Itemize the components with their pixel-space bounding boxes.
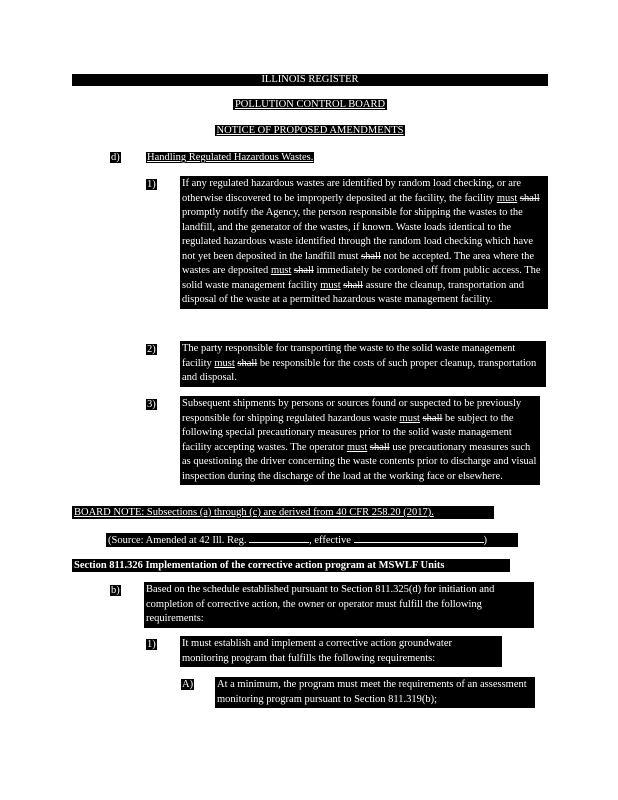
sub1-label: [146, 638, 157, 652]
notice-title: [72, 125, 548, 137]
subA-label: [181, 678, 194, 692]
register-title-text: ILLINOIS REGISTER: [261, 74, 359, 85]
item3-label: [146, 398, 157, 412]
item2-label: [146, 343, 157, 357]
section-d-label-text: d): [111, 152, 120, 163]
item1-delete-1: shall: [519, 192, 540, 204]
item1-text-5: assure the cleanup, transportation and disposal of the waste at a permitted hazardous waste management facility.: [182, 279, 525, 305]
board-note: [72, 506, 494, 519]
item2-text-1: The party responsible for transporting the waste to the solid waste management facility: [182, 343, 516, 369]
section-b-label-text: b): [111, 585, 120, 596]
subA-text: At a minimum, the program must meet the requirements of an assessment monitoring program pursuant to Section 811.319(b);: [217, 679, 527, 705]
section-b-label: [110, 584, 121, 598]
register-title: [72, 74, 548, 86]
source-citation: [106, 533, 518, 547]
item3-delete-1: shall: [422, 412, 443, 424]
sub1-text: It must establish and implement a corrective action groundwater monitoring program that fulfills the following requirements:: [182, 638, 452, 664]
item1-delete-3: shall: [293, 265, 314, 276]
item1-text-3: not be accepted. The area where the wastes are deposited: [182, 250, 535, 276]
item3-paragraph: [180, 396, 540, 485]
sub1-paragraph: [180, 636, 502, 667]
item2-text-2: be responsible for the costs of such proper cleanup, transportation and disposal.: [182, 357, 537, 383]
board-title-text: POLLUTION CONTROL BOARD: [234, 99, 386, 110]
item2-label-text: 2): [147, 344, 156, 355]
item2-insert-1: must: [214, 357, 235, 369]
board-note-text: BOARD NOTE: Subsections (a) through (c) are derived from 40 CFR 258.20 (2017).: [74, 507, 434, 518]
item1-delete-4: shall: [343, 279, 364, 291]
sub1-label-text: 1): [147, 639, 156, 650]
source-prefix: (Source: Amended at 42 Ill. Reg.: [108, 535, 250, 546]
source-suffix: ): [483, 535, 488, 546]
board-title: [72, 99, 548, 111]
item1-text-4: immediately be cordoned off from public access. The solid waste management facility: [182, 265, 541, 291]
section-d-title-text: Handling Regulated Hazardous Wastes.: [147, 152, 314, 163]
item3-insert-2: must: [346, 441, 368, 453]
section-b-text: Based on the schedule established pursuant to Section 811.325(d) for initiation and completion of corrective action, the owner or operator must fulfill the following requirements:: [146, 584, 495, 624]
section-heading: [72, 559, 510, 572]
source-blank-1: [249, 533, 309, 543]
item3-text-2: be subject to the following special precautionary measures prior to the solid waste management facility accepting wastes. The operator: [182, 412, 514, 453]
item2-delete-1: shall: [237, 357, 258, 369]
item1-text-2: promptly notify the Agency, the person responsible for shipping the wastes to the landfill, and the generator of the wastes, if known. Waste loads identical to the regulated hazardous waste identified through the random load checking which have not yet been deposited in the landfill must: [182, 207, 534, 262]
item1-label: [146, 178, 157, 192]
item1-delete-2: shall: [361, 250, 381, 262]
section-heading-text: Section 811.326 Implementation of the corrective action program at MSWLF Units: [74, 560, 445, 571]
item3-text-1: Subsequent shipments by persons or sources found or suspected to be previously responsible for shipping regulated hazardous waste: [182, 398, 522, 424]
subA-paragraph: [215, 677, 535, 708]
notice-title-text: NOTICE OF PROPOSED AMENDMENTS: [216, 125, 404, 136]
item2-paragraph: [180, 341, 546, 387]
section-d-label: [110, 151, 121, 165]
section-b-paragraph: [144, 582, 534, 628]
item1-paragraph: [180, 176, 548, 309]
source-blank-2: [354, 533, 484, 543]
item1-text-1: If any regulated hazardous wastes are identified by random load checking, or are otherwise discovered to be improperly deposited at the facility, the facility: [182, 178, 522, 204]
item1-insert-3: must: [270, 265, 292, 276]
subA-label-text: A): [182, 679, 194, 690]
item3-insert-1: must: [399, 412, 420, 424]
section-d-title: [146, 151, 314, 165]
item1-insert-1: must: [496, 192, 518, 204]
item1-label-text: 1): [147, 179, 156, 190]
source-middle: , effective: [309, 535, 354, 546]
item1-insert-4: must: [320, 279, 341, 291]
item3-text-3: use precautionary measures such as questioning the driver concerning the waste contents prior to discharge and visual inspection during the discharge of the load at the working face or elsewhere.: [182, 441, 537, 482]
item3-delete-2: shall: [369, 441, 390, 453]
item3-label-text: 3): [147, 399, 156, 410]
